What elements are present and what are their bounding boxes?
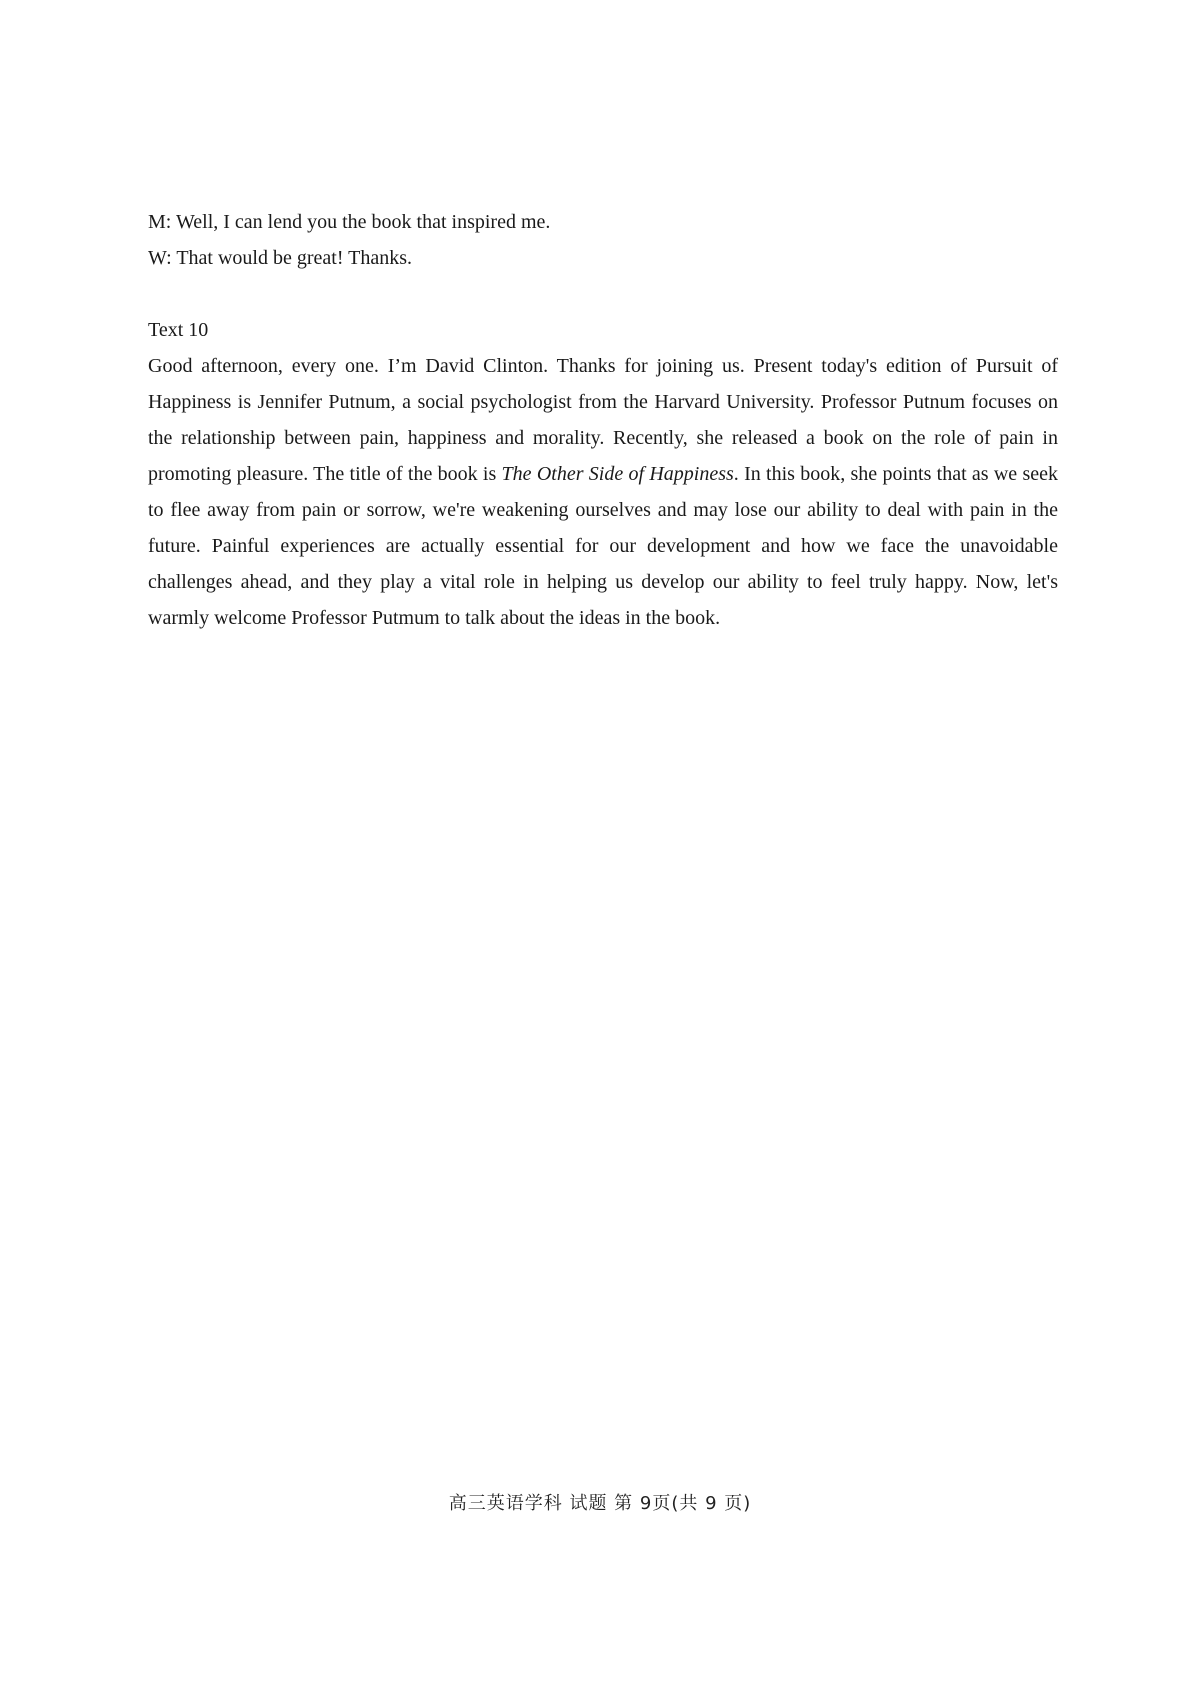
book-title: The Other Side of Happiness [501, 463, 734, 485]
page-content [148, 204, 1058, 636]
paragraph-part-2: . In this book, she points that as we seek to flee away from pain or sorrow, we're weakening ourselves and may lose our ability to deal with pain in the future. Painful experiences are actually essential for our development and how we face the unavoidable challenges ahead, and they play a vital role in helping us develop our ability to feel truly happy. Now, let's warmly welcome Professor Putmum to talk about the ideas in the book. [148, 463, 1059, 629]
dialogue-line-man: M: Well, I can lend you the book that inspired me. [148, 211, 551, 233]
text-10-heading: Text 10 [148, 319, 209, 341]
paragraph-part-1: Good afternoon, every one. I’m David Clinton. Thanks for joining us. Present today's edition of Pursuit of Happiness is Jennifer Putnum, a social psychologist from the Harvard University. Professor Putnum focuses on the relationship between pain, happiness and morality. Recently, she released a book on the role of pain in promoting pleasure. The title of the book is [148, 355, 1058, 485]
dialogue-line-woman: W: That would be great! Thanks. [148, 247, 413, 269]
page-footer: 高三英语学科 试题 第 9页(共 9 页) [448, 1493, 752, 1514]
text-10-paragraph [148, 348, 1058, 636]
